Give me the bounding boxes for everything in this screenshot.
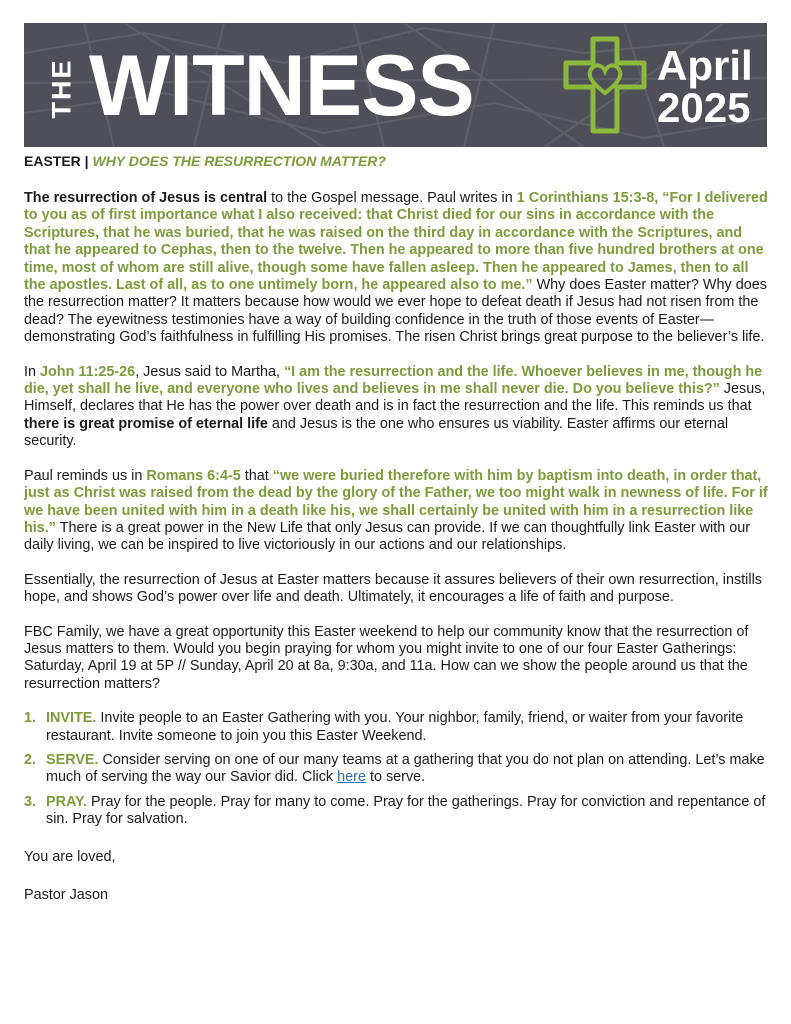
heading-label: EASTER | <box>24 153 89 169</box>
p1-lead: The resurrection of Jesus is central <box>24 190 268 206</box>
step-text-after: to serve. <box>365 769 426 786</box>
step-text: Invite people to an Easter Gathering with you. Your nighbor, family, friend, or waiter from your favorite restaurant. Invite someone to join you this Easter Weekend. <box>46 710 744 744</box>
masthead-banner <box>24 23 767 147</box>
step-number: 1. <box>24 710 37 727</box>
p1-text: to the Gospel message. Paul writes in <box>267 190 517 206</box>
p2-text-3: Jesus, Himself, declares that He has the power over death and is in fact the resurrection and the life. This reminds us that <box>24 381 766 415</box>
paragraph-3 <box>24 468 770 555</box>
p1-scripture-ref: 1 Corinthians 15:3-8, <box>516 190 659 206</box>
masthead-month: April <box>657 42 753 89</box>
p2-bold: there is great promise of eternal life <box>24 415 268 432</box>
paragraph-1 <box>24 190 770 347</box>
step-text: Pray for the people. Pray for many to come. Pray for the gatherings. Pray for conviction and repentance of sin. Pray for salvation. <box>46 793 766 828</box>
step-label-pray: PRAY. <box>46 793 88 810</box>
p2-text-4: and Jesus is the one who ensures us viability. Easter affirms our eternal security. <box>24 415 729 450</box>
closing-line: You are loved, <box>24 848 116 865</box>
paragraph-2 <box>24 364 770 451</box>
p2-text-2: , Jesus said to Martha, <box>135 363 284 380</box>
step-text: Consider serving on one of our many teams at a gathering that you do not plan on attending. Let’s make much of serving the way our Savior did. Click <box>46 751 765 786</box>
paragraph-4: Essentially, the resurrection of Jesus at Easter matters because it assures believers of their own resurrection, instills hope, and shows God’s power over life and death. Ultimately, it encourages a life of faith and purpose. <box>24 571 762 606</box>
article-heading <box>24 153 386 169</box>
heading-subtitle: WHY DOES THE RESURRECTION MATTER? <box>92 153 386 169</box>
cross-with-heart-icon <box>560 35 650 135</box>
signature: Pastor Jason <box>24 887 108 903</box>
p3-scripture-ref: Romans 6:4-5 <box>146 467 241 484</box>
action-steps-list <box>24 710 770 828</box>
p3-text: Paul reminds us in <box>24 467 147 484</box>
p3-text-2: that <box>240 467 273 484</box>
p2-scripture-quote: “I am the resurrection and the life. Whoever believes in me, though he die, yet shall he live, and everyone who lives and believes in me shall never die. Do you believe this?” <box>24 363 763 398</box>
closing <box>24 849 770 905</box>
step-number: 2. <box>24 751 37 768</box>
p1-text-2: Why does Easter matter? Why does the resurrection matter? It matters because how would we ever hope to defeat death if Jesus had not risen from the dead? The eyewitness testimonies have a way of building confidence in the truth of those events of Easter—demonstrating God’s faithfulness in fulfilling His promises. The risen Christ brings great purpose to the believer’s life. <box>24 277 767 346</box>
list-item <box>24 794 770 829</box>
list-item <box>24 710 770 745</box>
p1-scripture-quote: “For I delivered to you as of first importance what I also received: that Christ died for our sins in accordance with the Scriptures, that he was buried, that he was raised on the third day in accordance with the Scriptures, and that he appeared to Cephas, then to the twelve. Then he appeared to more than five hundred brothers at one time, most of whom are still alive, though some have fallen asleep. Then he appeared to James, then to all the apostles. Last of all, as to one untimely born, he appeared also to me.” <box>24 190 768 294</box>
masthead-the: THE <box>46 58 77 119</box>
p2-scripture-ref: John 11:25-26 <box>40 363 136 380</box>
p3-scripture-quote: “we were buried therefore with him by baptism into death, in order that, just as Christ was raised from the dead by the glory of the Father, we too might walk in newness of life. For if we have been united with him in a death like his, we shall certainly be united with him in a resurrection like his.” <box>24 467 768 536</box>
list-item <box>24 752 770 787</box>
step-label-invite: INVITE. <box>46 710 97 727</box>
paragraph-5: FBC Family, we have a great opportunity this Easter weekend to help our community know that the resurrection of Jesus matters to them. Would you begin praying for whom you might invite to one of our four Easter Gatherings: Saturday, April 19 at 5P // Sunday, April 20 at 8a, 9:30a, and 11a. How can we show the people around us that the resurrection matters? <box>24 623 749 692</box>
p3-text-3: There is a great power in the New Life that only Jesus can provide. If we can thoughtfully link Easter with our daily living, we can be inspired to live victoriously in our actions and our relationships. <box>24 519 751 554</box>
step-number: 3. <box>24 793 37 810</box>
serve-link[interactable]: here <box>337 769 366 786</box>
article-body <box>24 190 770 925</box>
step-label-serve: SERVE. <box>46 751 99 768</box>
masthead-title: WITNESS <box>89 38 474 134</box>
masthead-year: 2025 <box>657 84 751 131</box>
p2-text: In <box>24 363 40 380</box>
